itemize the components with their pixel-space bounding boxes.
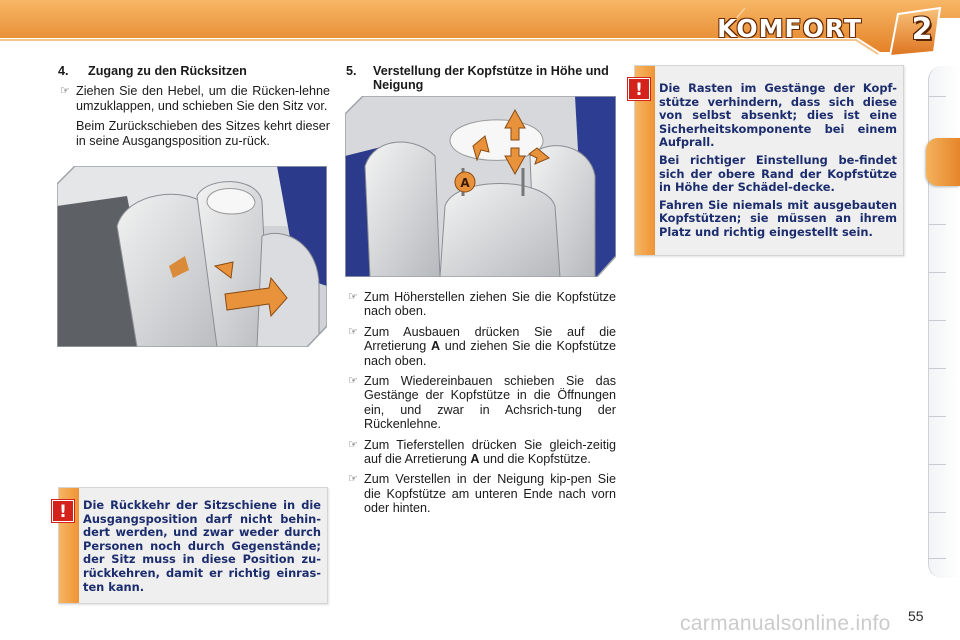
instruction-item bbox=[346, 374, 616, 432]
middle-column bbox=[346, 64, 616, 93]
instruction-item bbox=[346, 290, 616, 319]
chapter-tabs bbox=[926, 66, 960, 578]
warning-exclamation-icon: ! bbox=[628, 78, 650, 100]
tab-divider bbox=[928, 272, 946, 273]
tab-divider bbox=[928, 320, 946, 321]
tab-divider bbox=[928, 368, 946, 369]
instruction-item bbox=[346, 438, 616, 467]
warning-box-seat-rail bbox=[58, 487, 328, 604]
tab-divider bbox=[928, 416, 946, 417]
pointing-hand-icon: ☞ bbox=[348, 325, 358, 338]
tab-divider bbox=[928, 224, 946, 225]
chapter-number: 2 bbox=[911, 12, 933, 47]
pointing-hand-icon: ☞ bbox=[348, 438, 358, 451]
headrest-adjust-illustration bbox=[345, 96, 616, 277]
section-heading-5 bbox=[346, 64, 616, 93]
pointing-hand-icon: ☞ bbox=[348, 291, 358, 303]
instruction-text: Zum Ausbauen drücken Sie auf die Arretierung bbox=[364, 324, 616, 354]
lock-label-a: A bbox=[460, 176, 470, 190]
instruction-text: und die Kopfstütze. bbox=[479, 452, 591, 467]
section-number: 4. bbox=[58, 64, 69, 78]
instruction-text: Zum Höherstellen ziehen Sie die Kopfstütze nach oben. bbox=[364, 290, 616, 319]
warning-exclamation-icon: ! bbox=[52, 500, 74, 522]
warning-text bbox=[83, 499, 321, 598]
instruction-text: und ziehen Sie die Kopfstütze nach oben. bbox=[364, 339, 616, 368]
warning-box-headrest bbox=[634, 65, 904, 256]
warning-text bbox=[659, 82, 897, 244]
tab-active-chapter[interactable] bbox=[926, 138, 960, 186]
headrest-instructions bbox=[346, 284, 616, 516]
warning-paragraph: Bei richtiger Einstellung be-findet sich der obere Rand der Kopfstütze in Höhe der Schädel-decke. bbox=[659, 152, 897, 195]
instruction-text: Zum Wiedereinbauen schieben Sie das Gestänge der Kopfstütze in die Öffnungen ein, und zwar in Achsrich-tung der Rückenlehne. bbox=[364, 374, 616, 432]
instruction-text: Zum Verstellen in der Neigung kip-pen Sie die Kopfstütze am unteren Ende nach vorn oder hinten. bbox=[364, 472, 616, 516]
section-title: Zugang zu den Rücksitzen bbox=[88, 64, 247, 78]
instruction-text: Zum Tieferstellen drücken Sie gleich-zeitig auf die Arretierung bbox=[364, 437, 616, 467]
section-heading-4 bbox=[58, 64, 330, 78]
pointing-hand-icon: ☞ bbox=[348, 375, 358, 388]
instruction-paragraph: Beim Zurückschieben des Sitzes kehrt dieser in seine Ausgangsposition zu-rück. bbox=[76, 119, 330, 148]
tab-divider bbox=[928, 464, 946, 465]
pointing-hand-icon: ☞ bbox=[348, 473, 358, 486]
tab-divider bbox=[928, 96, 946, 97]
left-column bbox=[58, 64, 330, 148]
instruction-item bbox=[58, 84, 330, 113]
instruction-text: Ziehen Sie den Hebel, um die Rücken-lehne umzuklappen, und schieben Sie den Sitz vor. bbox=[76, 84, 330, 113]
chapter-title: KOMFORT bbox=[717, 14, 862, 43]
warning-paragraph: Die Rasten im Gestänge der Kopf-stütze verhindern, dass sich diese von selbst absenkt; dies ist eine Sicherheitskomponente bei einem Aufprall. bbox=[659, 81, 897, 150]
page-header bbox=[0, 0, 960, 58]
pointing-hand-icon: ☞ bbox=[60, 85, 70, 98]
lock-reference: A bbox=[430, 339, 441, 354]
section-number: 5. bbox=[346, 64, 357, 78]
instruction-item bbox=[346, 325, 616, 368]
page-number: 55 bbox=[908, 608, 924, 624]
tab-divider bbox=[928, 558, 946, 559]
instruction-item bbox=[346, 472, 616, 515]
lock-reference: A bbox=[470, 452, 480, 467]
warning-paragraph: Die Rückkehr der Sitzschiene in die Ausgangsposition darf nicht behin-dert werden, und zwar weder durch Personen noch durch Gegenstände; der Sitz muss in diese Position zu-rückkehren, damit er richtig einras-ten kann. bbox=[83, 498, 321, 594]
warning-paragraph: Fahren Sie niemals mit ausgebauten Kopfstützen; sie müssen an ihrem Platz und richtig eingestellt sein. bbox=[659, 197, 897, 239]
seat-fold-illustration bbox=[57, 166, 327, 347]
tab-divider bbox=[928, 512, 946, 513]
section-title: Verstellung der Kopfstütze in Höhe und Neigung bbox=[373, 64, 609, 93]
watermark: carmanualsonline.info bbox=[680, 612, 891, 635]
